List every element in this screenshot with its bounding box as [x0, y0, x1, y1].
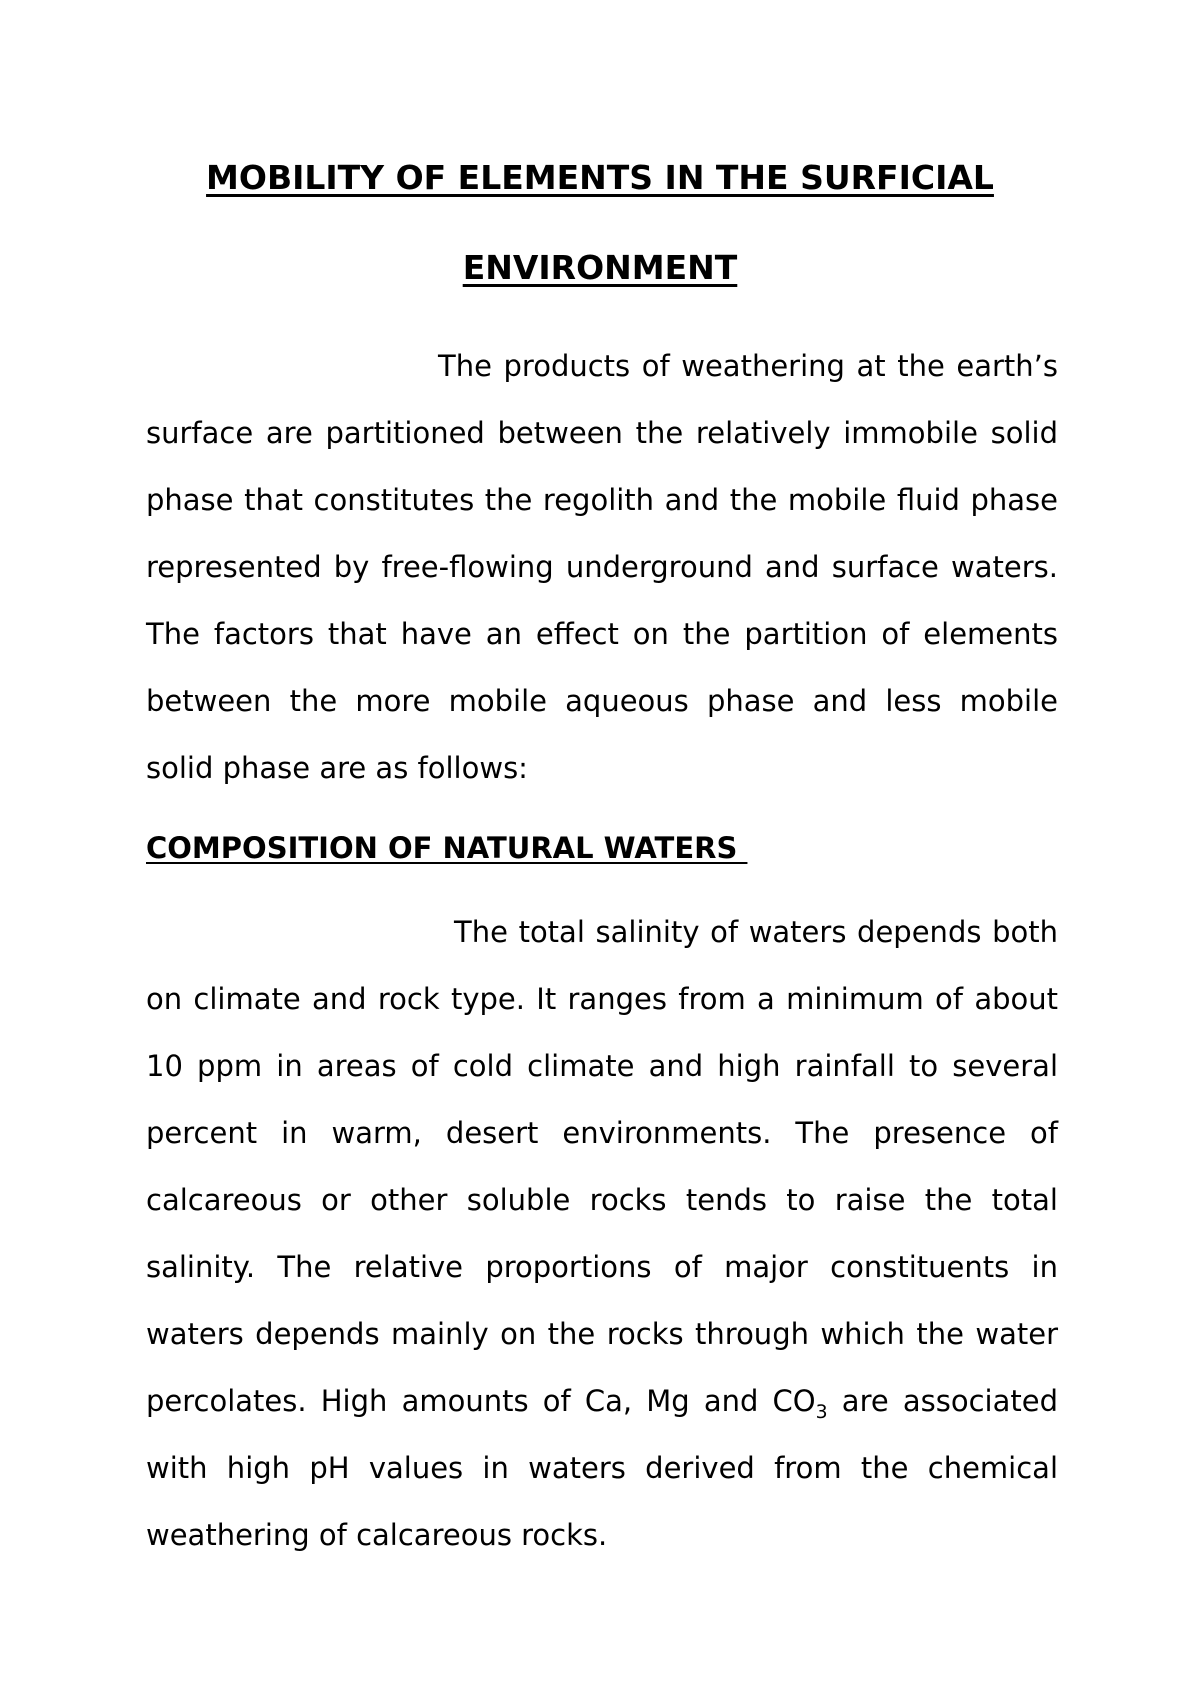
- paragraph-line: surface are partitioned between the relatively immobile solid: [146, 416, 1058, 450]
- paragraph-line: on climate and rock type. It ranges from a minimum of about: [146, 982, 1058, 1016]
- paragraph-line: 10 ppm in areas of cold climate and high rainfall to several: [146, 1049, 1058, 1083]
- formula-text-after: are associated: [827, 1384, 1058, 1418]
- paragraph-line: percent in warm, desert environments. The presence of: [146, 1116, 1058, 1150]
- paragraph-line: between the more mobile aqueous phase and less mobile: [146, 684, 1058, 718]
- paragraph-line: waters depends mainly on the rocks through which the water: [146, 1317, 1058, 1351]
- paragraph-line-with-formula: [146, 1383, 1058, 1423]
- paragraph-line: weathering of calcareous rocks.: [146, 1518, 608, 1552]
- paragraph-line: The factors that have an effect on the partition of elements: [146, 617, 1058, 651]
- document-title-line-2: ENVIRONMENT: [462, 248, 738, 287]
- paragraph-line: salinity. The relative proportions of major constituents in: [146, 1250, 1058, 1284]
- formula-text-before: percolates. High amounts of Ca, Mg and CO: [146, 1384, 816, 1418]
- paragraph-line: represented by free-flowing underground and surface waters.: [146, 550, 1058, 584]
- paragraph-line: solid phase are as follows:: [146, 751, 528, 785]
- subscript-3: 3: [815, 1401, 828, 1423]
- paragraph-line: The products of weathering at the earth’s: [438, 349, 1058, 383]
- section-heading: COMPOSITION OF NATURAL WATERS: [146, 831, 748, 865]
- paragraph-line: calcareous or other soluble rocks tends to raise the total: [146, 1183, 1058, 1217]
- paragraph-line: with high pH values in waters derived from the chemical: [146, 1451, 1058, 1485]
- paragraph-line: phase that constitutes the regolith and the mobile fluid phase: [146, 483, 1058, 517]
- paragraph-line: The total salinity of waters depends both: [454, 915, 1058, 949]
- document-title-line-1: MOBILITY OF ELEMENTS IN THE SURFICIAL: [206, 158, 994, 197]
